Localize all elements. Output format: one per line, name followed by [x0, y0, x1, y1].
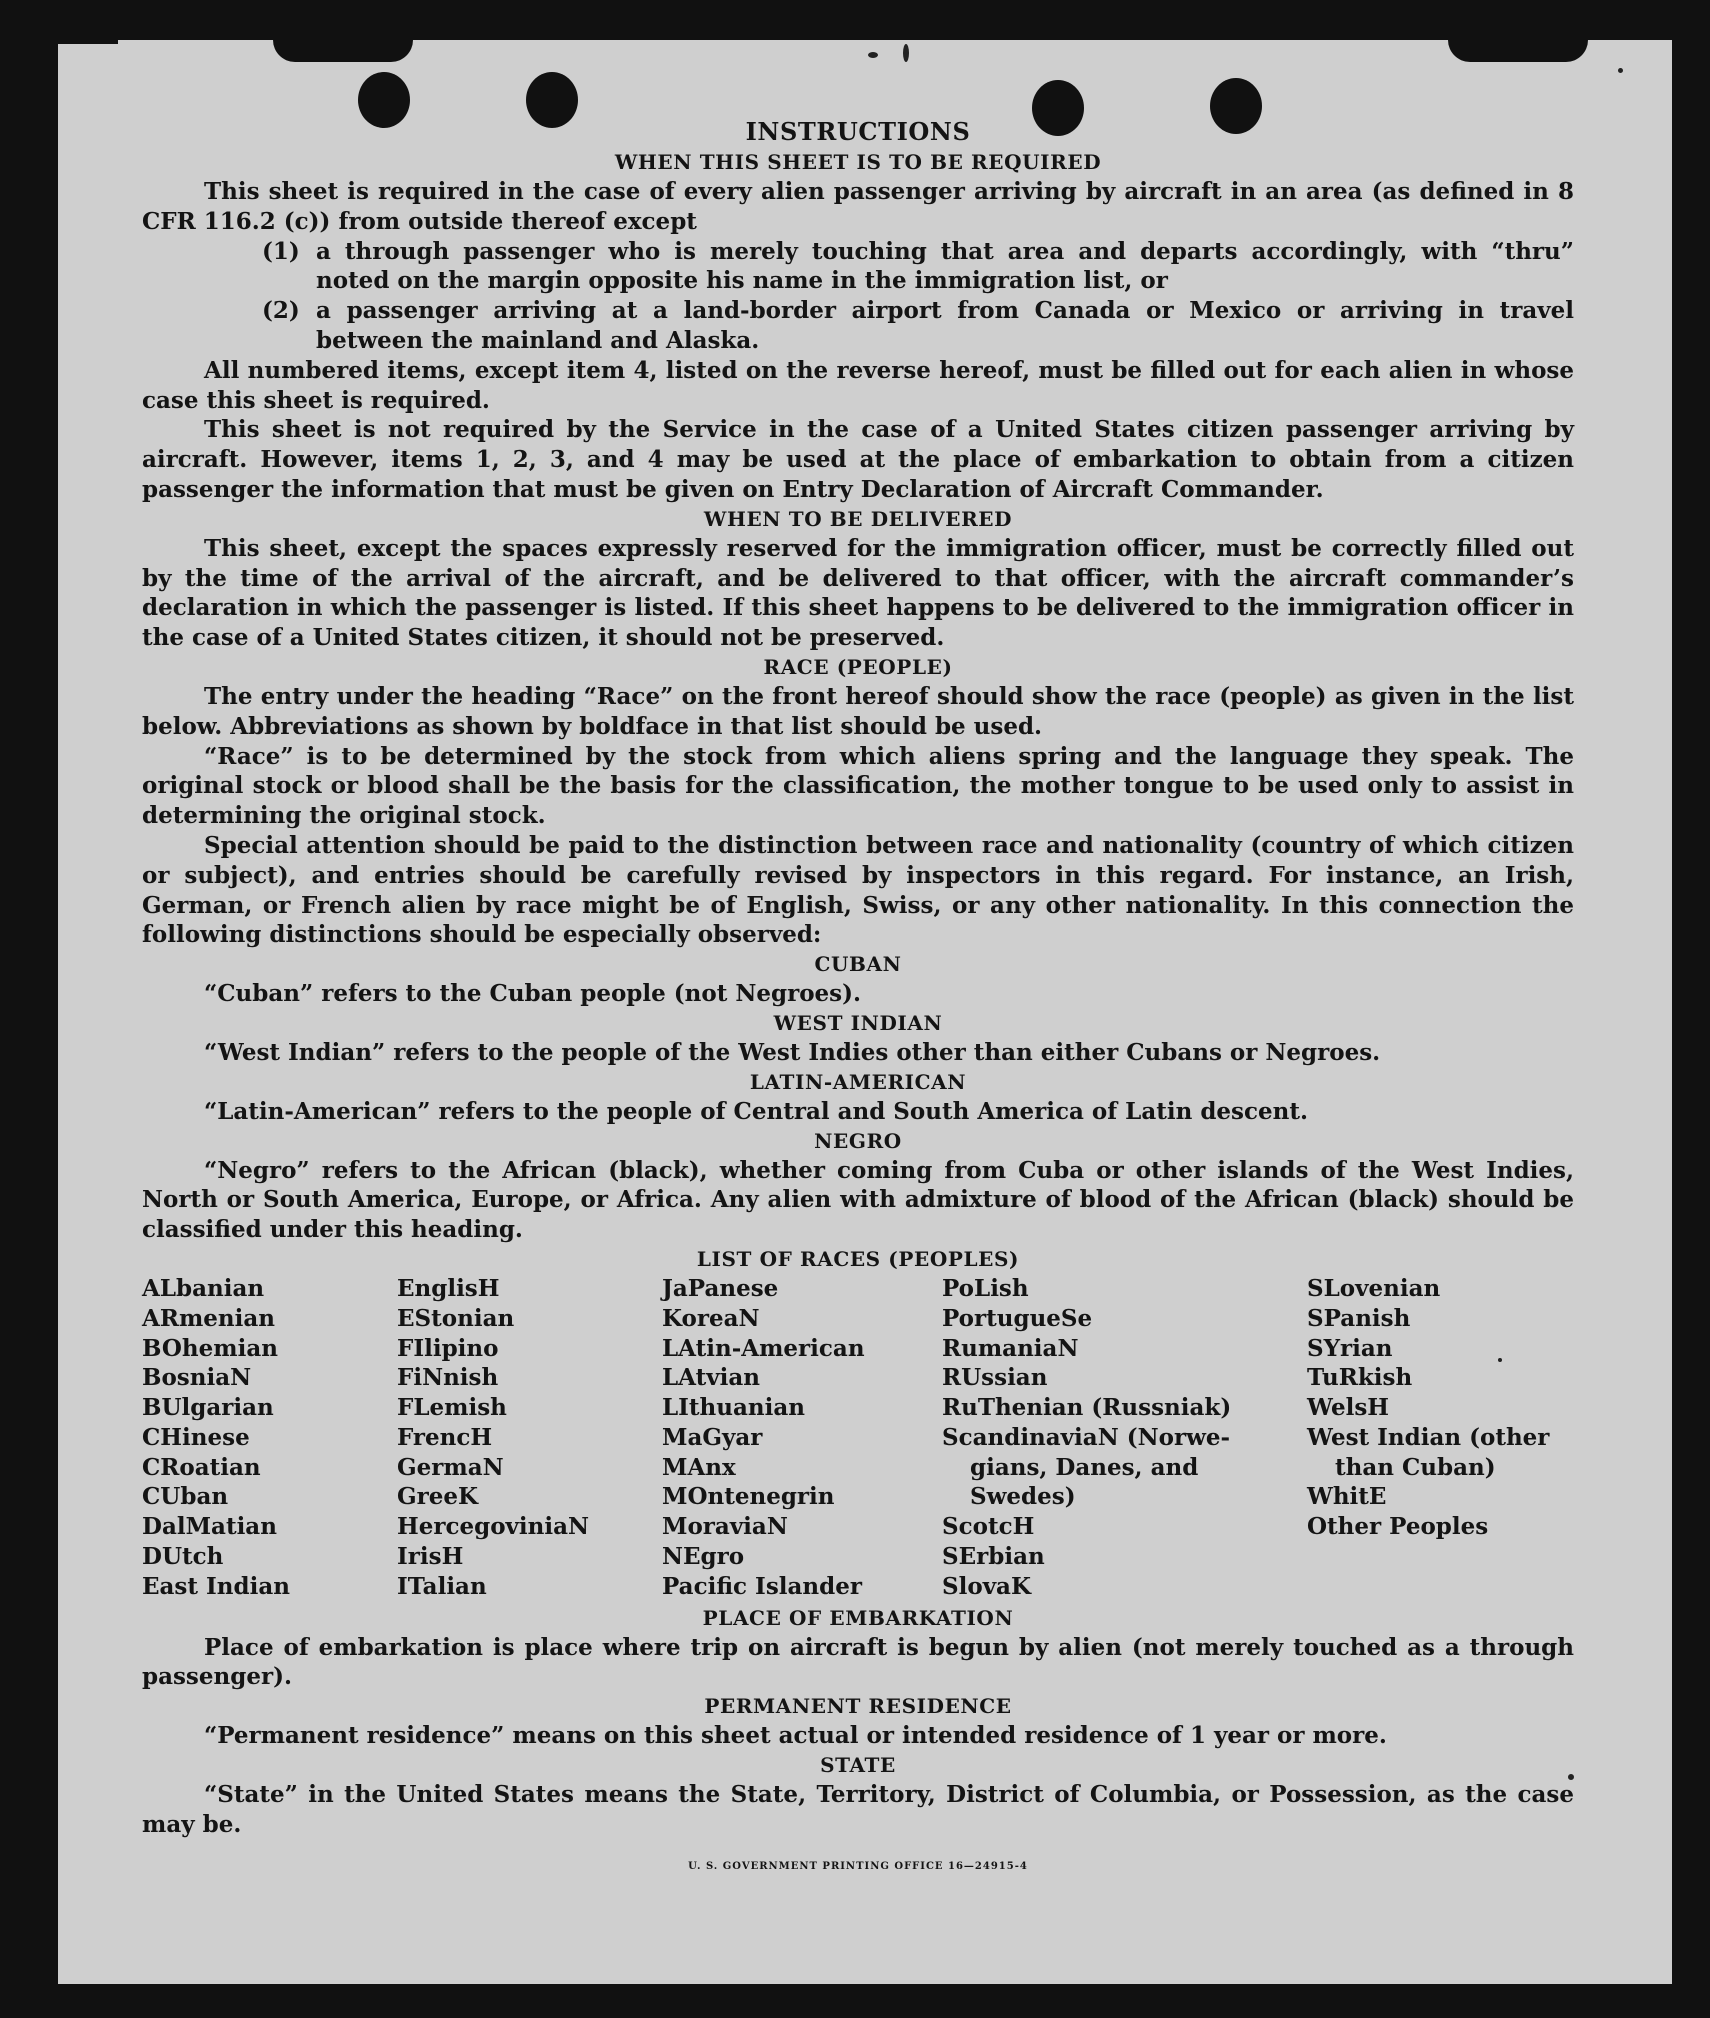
race-item: FLemish [397, 1394, 507, 1422]
race-item: CHinese [142, 1423, 250, 1451]
race-item: SLovenian [1307, 1274, 1441, 1302]
section-heading: WHEN TO BE DELIVERED [703, 506, 1013, 531]
race-item: CUban [142, 1483, 229, 1511]
race-item: LAtin-American [662, 1334, 865, 1362]
list-text: a through passenger who is merely touching that area and departs accordingly, with “thru” noted on the margin opposite his name in the immigration list, or [316, 237, 1574, 295]
list-item [142, 237, 1574, 297]
section-heading: PERMANENT RESIDENCE [704, 1694, 1012, 1719]
race-column-1 [142, 1274, 397, 1602]
speck [1618, 68, 1623, 73]
section-heading: NEGRO [814, 1128, 902, 1153]
race-item: FiNnish [397, 1364, 499, 1392]
race-item: West Indian (other [1307, 1423, 1550, 1451]
section-heading: LATIN-AMERICAN [749, 1069, 967, 1094]
torn-edge-mid [273, 40, 413, 62]
race-item: WelsH [1307, 1394, 1390, 1422]
paragraph: All numbered items, except item 4, listed on the reverse hereof, must be filled out for each alien in whose case this sheet is required. [142, 356, 1574, 414]
section-heading: LIST OF RACES (PEOPLES) [696, 1246, 1020, 1271]
race-item: ITalian [397, 1572, 487, 1600]
race-item: FrencH [397, 1423, 493, 1451]
race-item: DUtch [142, 1543, 224, 1571]
paragraph: “Cuban” refers to the Cuban people (not Negroes). [204, 980, 862, 1008]
race-item: RUssian [942, 1364, 1048, 1392]
race-column-3 [662, 1274, 942, 1602]
race-item: ScotcH [942, 1513, 1035, 1541]
section-heading: CUBAN [814, 952, 902, 977]
race-item: Pacific Islander [662, 1572, 862, 1600]
paragraph: Special attention should be paid to the distinction between race and nationality (country of which citizen or subject), and entries should be carefully revised by inspectors in this regard. For instance, an Irish, German, or French alien by race might be of English, Swiss, or any other nationality. In this connection the following distinctions should be especially observed: [142, 831, 1574, 949]
race-item: MOntenegrin [662, 1483, 835, 1511]
race-item: SErbian [942, 1543, 1045, 1571]
race-item: BOhemian [142, 1334, 278, 1362]
torn-edge-left [58, 40, 118, 44]
race-item: EStonian [397, 1304, 515, 1332]
torn-edge-right [1448, 40, 1588, 62]
race-item: LAtvian [662, 1364, 760, 1392]
race-item: GermaN [397, 1453, 504, 1481]
race-item: BosniaN [142, 1364, 252, 1392]
race-item: LIthuanian [662, 1394, 805, 1422]
race-item: EnglisH [397, 1274, 500, 1302]
paragraph: The entry under the heading “Race” on the front hereof should show the race (people) as given in the list below. Abbreviations as shown by boldface in that list should be used. [142, 682, 1574, 740]
race-item: than Cuban) [1335, 1453, 1496, 1481]
section-heading: PLACE OF EMBARKATION [702, 1605, 1014, 1630]
race-item: East Indian [142, 1572, 290, 1600]
page-title: INSTRUCTIONS [745, 117, 971, 146]
section-heading: WHEN THIS SHEET IS TO BE REQUIRED [614, 150, 1102, 174]
paragraph: “Race” is to be determined by the stock from which aliens spring and the language they speak. The original stock or blood shall be the basis for the classification, the mother tongue to be used only to assist in determining the original stock. [142, 742, 1574, 830]
race-item: ScandinaviaN (Norwe- [942, 1423, 1231, 1451]
race-item: HercegoviniaN [397, 1513, 590, 1541]
printer-imprint: U. S. GOVERNMENT PRINTING OFFICE 16—24915-4 [688, 1860, 1028, 1872]
section-heading: STATE [820, 1753, 896, 1778]
paragraph: “West Indian” refers to the people of the West Indies other than either Cubans or Negroes. [204, 1038, 1381, 1066]
race-item: NEgro [662, 1543, 745, 1571]
race-item: MoraviaN [662, 1513, 788, 1541]
race-column-2 [397, 1274, 662, 1602]
paragraph: “Latin-American” refers to the people of Central and South America of Latin descent. [204, 1097, 1308, 1125]
document-sheet [58, 40, 1672, 1984]
race-item: SlovaK [942, 1572, 1031, 1600]
paragraph: “Permanent residence” means on this sheet actual or intended residence of 1 year or more. [204, 1722, 1387, 1750]
paragraph: This sheet is not required by the Service in the case of a United States citizen passenger arriving by aircraft. However, items 1, 2, 3, and 4 may be used at the place of embarkation to obtain from a citizen passenger the information that must be given on Entry Declaration of Aircraft Commander. [142, 416, 1574, 503]
instructions-text [142, 116, 1574, 1881]
race-column-5 [1307, 1274, 1574, 1602]
section-heading: WEST INDIAN [773, 1010, 943, 1035]
race-item: KoreaN [662, 1304, 760, 1332]
speck [868, 52, 878, 58]
race-item: RumaniaN [942, 1334, 1079, 1362]
race-column-4 [942, 1274, 1307, 1602]
race-item: GreeK [397, 1483, 479, 1511]
race-item: SPanish [1307, 1304, 1411, 1332]
paragraph: “Negro” refers to the African (black), whether coming from Cuba or other islands of the West Indies, North or South America, Europe, or Africa. Any alien with admixture of blood of the African (black) should be classified under this heading. [142, 1156, 1574, 1244]
list-text: a passenger arriving at a land-border airport from Canada or Mexico or arriving in travel between the mainland and Alaska. [316, 297, 1574, 354]
race-item: ALbanian [142, 1274, 265, 1302]
race-item: PortugueSe [942, 1304, 1093, 1332]
race-item: JaPanese [662, 1274, 779, 1302]
paragraph: This sheet is required in the case of every alien passenger arriving by aircraft in an area (as defined in 8 CFR 116.2 (c)) from outside thereof except [142, 178, 1574, 235]
race-item: TuRkish [1307, 1364, 1413, 1392]
section-heading: RACE (PEOPLE) [763, 654, 953, 679]
paragraph: This sheet, except the spaces expressly reserved for the immigration officer, must be correctly filled out by the time of the arrival of the aircraft, and be delivered to that officer, with the aircraft commander’s declaration in which the passenger is listed. If this sheet happens to be delivered to the immigration officer in the case of a United States citizen, it should not be preserved. [142, 534, 1574, 652]
list-number: (2) [262, 297, 300, 325]
list-number: (1) [262, 237, 300, 265]
race-item: ARmenian [142, 1304, 276, 1332]
race-item: BUlgarian [142, 1394, 274, 1422]
race-item: PoLish [942, 1274, 1029, 1302]
race-item: RuThenian (Russniak) [942, 1394, 1232, 1422]
race-item: Swedes) [970, 1483, 1076, 1511]
race-item: MaGyar [662, 1423, 763, 1451]
speck [903, 44, 909, 62]
race-item: CRoatian [142, 1453, 261, 1481]
race-item: WhitE [1307, 1483, 1387, 1511]
race-list [142, 1274, 1574, 1602]
race-item: DalMatian [142, 1513, 277, 1541]
list-item [142, 296, 1574, 356]
race-item: FIlipino [397, 1334, 499, 1362]
race-item: SYrian [1307, 1334, 1393, 1362]
race-item: MAnx [662, 1453, 736, 1481]
race-item: gians, Danes, and [970, 1453, 1199, 1481]
paragraph: Place of embarkation is place where trip on aircraft is begun by alien (not merely touched as a through passenger). [142, 1633, 1574, 1691]
paragraph: “State” in the United States means the State, Territory, District of Columbia, or Possession, as the case may be. [142, 1781, 1574, 1838]
race-item: Other Peoples [1307, 1513, 1489, 1541]
race-item: IrisH [397, 1543, 464, 1571]
